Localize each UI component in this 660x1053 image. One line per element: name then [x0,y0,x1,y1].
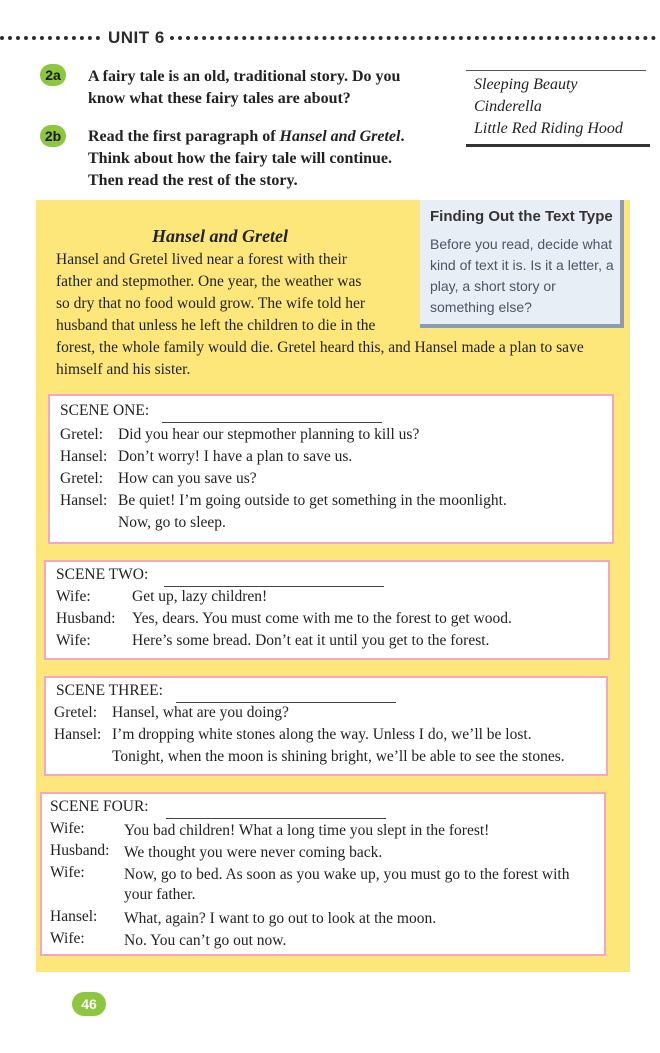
tale-item: Little Red Riding Hood [474,120,623,137]
paragraph-line: so dry that no food would grow. The wife told her [56,295,366,312]
dialogue-line: Hansel, what are you doing? [112,704,289,721]
dialogue-line: your father. [124,886,196,903]
scene-heading: SCENE FOUR: [50,798,149,815]
scene-title-blank [164,586,384,587]
dialogue-line: Tonight, when the moon is shining bright, we’ll be able to see the stones. [112,748,565,765]
speaker-label: Husband: [56,610,116,627]
dialogue-line: Don’t worry! I have a plan to save us. [118,448,353,465]
text-type-tip-box [420,200,624,328]
paragraph-line: father and stepmother. One year, the weather was [56,273,362,290]
dialogue-line: Yes, dears. You must come with me to the forest to get wood. [132,610,512,627]
scene-heading: SCENE THREE: [56,682,163,699]
speaker-label: Hansel: [60,492,108,509]
speaker-label: Wife: [56,632,91,649]
scene-heading: SCENE TWO: [56,566,149,583]
speaker-label: Hansel: [50,908,98,925]
speaker-label: Wife: [50,820,85,837]
dialogue-line: Did you hear our stepmother planning to kill us? [118,426,420,443]
speaker-label: Wife: [56,588,91,605]
speaker-label: Gretel: [60,426,104,443]
speaker-label: Gretel: [54,704,98,721]
instruction-line: Think about how the fairy tale will continue. [88,150,393,167]
list-top-rule [466,70,646,71]
dialogue-line: We thought you were never coming back. [124,844,383,861]
story-title-ref: Hansel and Gretel [279,128,401,145]
story-title: Hansel and Gretel [152,226,289,246]
speaker-label: Hansel: [54,726,102,743]
instruction-line: Then read the rest of the story. [88,172,298,189]
speaker-label: Wife: [50,930,85,947]
list-bottom-rule [466,144,650,147]
tip-title: Finding Out the Text Type [430,208,613,225]
instruction-text: Read the first paragraph of [88,128,280,145]
scene-title-blank [162,422,382,423]
fairy-tales-list [462,70,652,146]
dialogue-line: What, again? I want to go out to look at the moon. [124,910,437,927]
dialogue-line: You bad children! What a long time you slept in the forest! [124,822,490,839]
speaker-label: Husband: [50,842,110,859]
header-dots-left [0,36,100,40]
instruction-line: know what these fairy tales are about? [88,90,351,107]
paragraph-line: forest, the whole family would die. Gretel heard this, and Hansel made a plan to save [56,339,584,356]
dialogue-line: Get up, lazy children! [132,588,268,605]
page-number: 46 [72,992,106,1016]
tale-item: Cinderella [474,98,542,115]
tip-body: Before you read, decide what kind of text it is. Is it a letter, a play, a short story or something else? [430,236,614,315]
scene-box [44,560,610,660]
scene-box [40,792,606,956]
scene-box [44,676,608,776]
dialogue-line: How can you save us? [118,470,257,487]
scene-heading: SCENE ONE: [60,402,150,419]
tale-item: Sleeping Beauty [474,76,578,93]
paragraph-line: himself and his sister. [56,361,191,378]
exercise-badge-2a: 2a [40,64,66,86]
dialogue-line: No. You can’t go out now. [124,932,287,949]
speaker-label: Wife: [50,864,85,881]
header-dots-right [170,36,656,40]
instruction-line [88,126,404,148]
dialogue-line: Here’s some bread. Don’t eat it until you get to the forest. [132,632,490,649]
instruction-text: . [400,128,405,145]
dialogue-line: Now, go to sleep. [118,514,226,531]
speaker-label: Gretel: [60,470,104,487]
scene-title-blank [176,702,396,703]
dialogue-line: Now, go to bed. As soon as you wake up, you must go to the forest with [124,866,570,883]
dialogue-line: I’m dropping white stones along the way. Unless I do, we’ll be lost. [112,726,532,743]
scene-box [48,394,614,544]
speaker-label: Hansel: [60,448,108,465]
exercise-badge-2b: 2b [40,125,66,147]
paragraph-line: Hansel and Gretel lived near a forest with their [56,251,347,268]
unit-heading: UNIT 6 [108,28,165,47]
instruction-line: A fairy tale is an old, traditional story. Do you [88,68,401,85]
paragraph-line: husband that unless he left the children to die in the [56,317,376,334]
scene-title-blank [166,818,386,819]
exercise-2b-instruction [88,126,404,192]
exercise-2a-instruction [88,66,400,110]
dialogue-line: Be quiet! I’m going outside to get something in the moonlight. [118,492,507,509]
